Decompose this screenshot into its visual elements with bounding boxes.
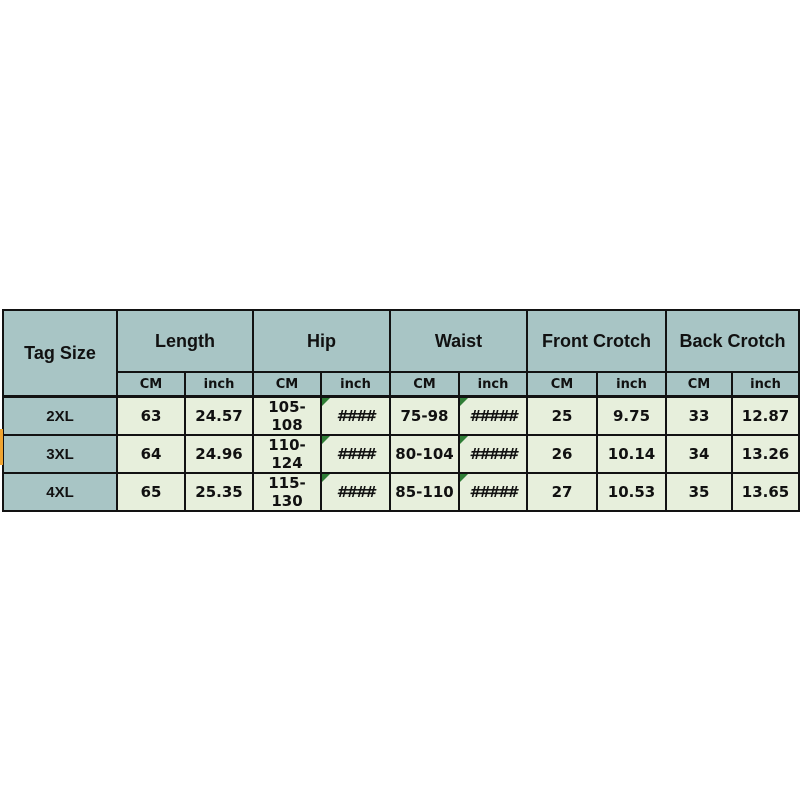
cell-4xl-waist-inch: [459, 473, 527, 511]
group-header-length: Length: [117, 310, 253, 372]
cell-4xl-length-inch: 25.35: [185, 473, 253, 511]
unit-header-back-crotch-inch: inch: [732, 372, 799, 397]
cell-3xl-length-cm: 64: [117, 435, 185, 473]
cell-2xl-length-cm: 63: [117, 397, 185, 436]
group-header-hip: Hip: [253, 310, 390, 372]
cell-3xl-length-inch: 24.96: [185, 435, 253, 473]
excel-error-triangle-icon: [460, 398, 468, 406]
size-chart-table: [2, 309, 800, 512]
excel-error-triangle-icon: [322, 436, 330, 444]
cell-3xl-back-crotch-inch: 13.26: [732, 435, 799, 473]
cell-3xl-back-crotch-cm: 34: [666, 435, 732, 473]
unit-header-hip-cm: CM: [253, 372, 321, 397]
unit-header-front-crotch-cm: CM: [527, 372, 597, 397]
row-label-4xl: 4XL: [3, 473, 117, 511]
cell-2xl-waist-cm: 75-98: [390, 397, 459, 436]
cell-4xl-back-crotch-cm: 35: [666, 473, 732, 511]
excel-error-triangle-icon: [322, 474, 330, 482]
group-header-waist: Waist: [390, 310, 527, 372]
cell-4xl-hip-cm: 115-130: [253, 473, 321, 511]
hash-overflow-value: #####: [469, 407, 517, 425]
cell-2xl-hip-cm: 105-108: [253, 397, 321, 436]
cell-2xl-length-inch: 24.57: [185, 397, 253, 436]
cell-3xl-waist-cm: 80-104: [390, 435, 459, 473]
cell-2xl-waist-inch: [459, 397, 527, 436]
cell-4xl-front-crotch-cm: 27: [527, 473, 597, 511]
group-header-front-crotch: Front Crotch: [527, 310, 666, 372]
cell-3xl-waist-inch: [459, 435, 527, 473]
cell-4xl-back-crotch-inch: 13.65: [732, 473, 799, 511]
hash-overflow-value: ####: [336, 445, 375, 463]
cell-2xl-back-crotch-cm: 33: [666, 397, 732, 436]
unit-header-hip-inch: inch: [321, 372, 390, 397]
excel-error-triangle-icon: [460, 436, 468, 444]
cell-3xl-hip-cm: 110-124: [253, 435, 321, 473]
cell-2xl-back-crotch-inch: 12.87: [732, 397, 799, 436]
cell-3xl-front-crotch-inch: 10.14: [597, 435, 666, 473]
cell-4xl-front-crotch-inch: 10.53: [597, 473, 666, 511]
hash-overflow-value: #####: [469, 445, 517, 463]
cell-4xl-waist-cm: 85-110: [390, 473, 459, 511]
hash-overflow-value: ####: [336, 483, 375, 501]
unit-header-back-crotch-cm: CM: [666, 372, 732, 397]
unit-header-waist-cm: CM: [390, 372, 459, 397]
hash-overflow-value: ####: [336, 407, 375, 425]
table-row-4xl: [3, 473, 799, 511]
row-selection-marker: [0, 429, 3, 465]
group-header-row: [3, 310, 799, 372]
table-row-3xl: [3, 435, 799, 473]
row-label-2xl: 2XL: [3, 397, 117, 436]
unit-header-length-inch: inch: [185, 372, 253, 397]
cell-4xl-length-cm: 65: [117, 473, 185, 511]
cell-2xl-front-crotch-inch: 9.75: [597, 397, 666, 436]
unit-header-front-crotch-inch: inch: [597, 372, 666, 397]
cell-3xl-hip-inch: [321, 435, 390, 473]
unit-header-waist-inch: inch: [459, 372, 527, 397]
row-label-3xl: 3XL: [3, 435, 117, 473]
corner-header-tag-size: Tag Size: [3, 310, 117, 397]
table-row-2xl: [3, 397, 799, 436]
group-header-back-crotch: Back Crotch: [666, 310, 799, 372]
unit-header-length-cm: CM: [117, 372, 185, 397]
unit-header-row: [3, 372, 799, 397]
cell-4xl-hip-inch: [321, 473, 390, 511]
excel-error-triangle-icon: [460, 474, 468, 482]
cell-2xl-front-crotch-cm: 25: [527, 397, 597, 436]
hash-overflow-value: #####: [469, 483, 517, 501]
cell-3xl-front-crotch-cm: 26: [527, 435, 597, 473]
excel-error-triangle-icon: [322, 398, 330, 406]
cell-2xl-hip-inch: [321, 397, 390, 436]
